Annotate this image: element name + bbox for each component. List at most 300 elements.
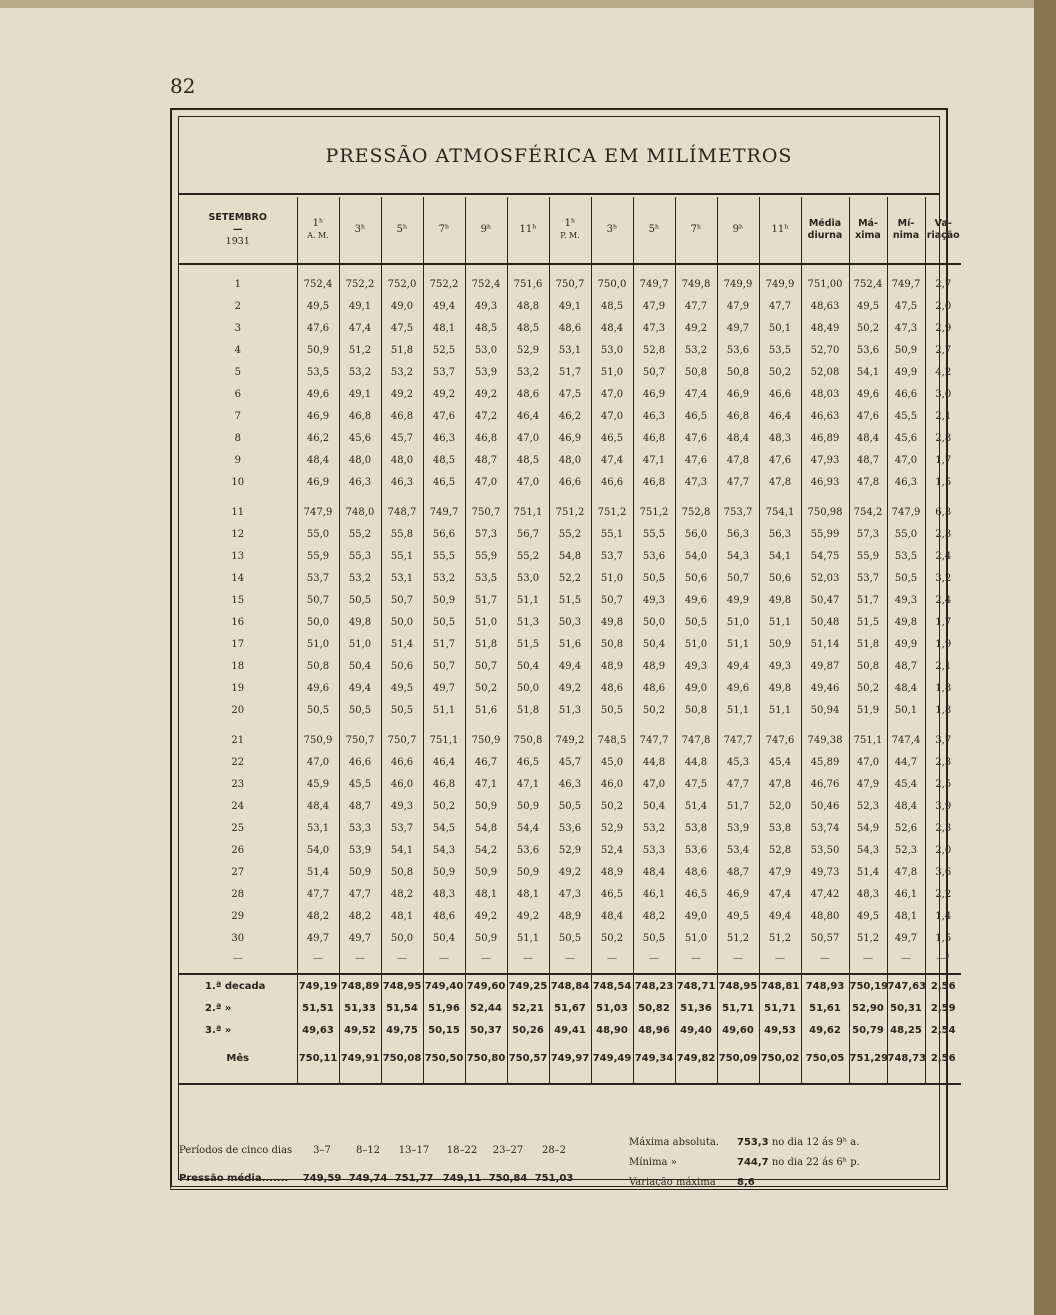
value-cell: 48,5 — [591, 295, 633, 317]
value-cell: 48,80 — [801, 905, 849, 927]
decade-value: 749,25 — [507, 974, 549, 997]
value-cell: 752,2 — [339, 273, 381, 295]
value-cell: 46,6 — [339, 751, 381, 773]
period-pressure: 749,59 — [302, 1173, 342, 1184]
value-cell: 49,8 — [759, 589, 801, 611]
spacer-cell — [759, 721, 801, 729]
min-absolute-text: no dia 22 ás 6ʰ p. — [771, 1157, 860, 1168]
table-row — [179, 501, 961, 523]
value-cell: 750,0 — [591, 273, 633, 295]
spacer-cell — [887, 493, 925, 501]
value-cell: 53,6 — [717, 339, 759, 361]
decade-value: 49,53 — [759, 1019, 801, 1041]
value-cell: 52,0 — [759, 795, 801, 817]
hour-header — [759, 197, 801, 264]
value-cell: 48,5 — [423, 449, 465, 471]
value-cell: 47,0 — [507, 471, 549, 493]
month-total-value: 749,49 — [591, 1041, 633, 1075]
value-cell: 51,0 — [717, 611, 759, 633]
month-total-value: 751,29 — [849, 1041, 887, 1075]
value-cell: 753,7 — [717, 501, 759, 523]
value-cell: 48,03 — [801, 383, 849, 405]
value-cell: 50,2 — [849, 317, 887, 339]
dash-cell: — — [801, 949, 849, 967]
day-cell: 22 — [179, 751, 297, 773]
value-cell: 54,8 — [549, 545, 591, 567]
spacer-cell — [801, 1075, 849, 1084]
dash-cell: — — [759, 949, 801, 967]
page-edge-top — [0, 0, 1056, 8]
month-total-value: 750,80 — [465, 1041, 507, 1075]
value-cell: 50,2 — [591, 795, 633, 817]
month-total-value: 749,82 — [675, 1041, 717, 1075]
decade-value: 51,61 — [801, 997, 849, 1019]
value-cell: 48,4 — [849, 427, 887, 449]
value-cell: 48,49 — [801, 317, 849, 339]
value-cell: 49,8 — [759, 677, 801, 699]
value-cell: 50,5 — [297, 699, 339, 721]
periods-label: Períodos de cinco dias — [179, 1145, 293, 1156]
value-cell: 51,2 — [759, 927, 801, 949]
spacer-cell — [507, 1075, 549, 1084]
value-cell: 50,7 — [717, 567, 759, 589]
value-cell: 47,0 — [887, 449, 925, 471]
value-cell: 47,3 — [549, 883, 591, 905]
value-cell: 49,2 — [675, 317, 717, 339]
table-row — [179, 905, 961, 927]
value-cell: 1,8 — [935, 704, 952, 716]
day-cell: 21 — [179, 729, 297, 751]
spacer-cell — [801, 967, 849, 974]
value-cell: 46,8 — [381, 405, 423, 427]
spacer-row — [179, 264, 961, 273]
decade-value: 50,37 — [465, 1019, 507, 1041]
value-cell: 49,9 — [887, 361, 925, 383]
table-row — [179, 611, 961, 633]
hour-header — [717, 197, 759, 264]
hour-header — [423, 197, 465, 264]
value-cell: 48,3 — [423, 883, 465, 905]
value-cell: 49,6 — [849, 383, 887, 405]
spacer-cell — [925, 264, 961, 273]
day-cell: 4 — [179, 339, 297, 361]
value-cell: 46,4 — [423, 751, 465, 773]
value-cell: 46,93 — [801, 471, 849, 493]
spacer-cell — [675, 721, 717, 729]
decade-value: 51,71 — [717, 997, 759, 1019]
day-cell: 20 — [179, 699, 297, 721]
value-cell: 49,9 — [717, 589, 759, 611]
hour-label: 9ʰ — [732, 224, 744, 235]
hour-header — [591, 197, 633, 264]
value-cell: 50,2 — [423, 795, 465, 817]
value-cell: 50,9 — [465, 861, 507, 883]
value-cell: 49,2 — [549, 677, 591, 699]
decade-value: 48,25 — [887, 1019, 925, 1041]
value-cell: 52,9 — [591, 817, 633, 839]
spacer-cell — [591, 721, 633, 729]
value-cell: 45,5 — [339, 773, 381, 795]
value-cell: 47,8 — [759, 471, 801, 493]
value-cell: 55,2 — [339, 523, 381, 545]
decade-label: 1.ª decada — [179, 974, 297, 997]
value-cell: 48,9 — [591, 655, 633, 677]
value-cell: 55,99 — [801, 523, 849, 545]
value-cell: 48,4 — [297, 449, 339, 471]
max-absolute-value-group — [737, 1133, 859, 1153]
table-row — [179, 427, 961, 449]
value-cell: 2,3 — [935, 822, 952, 834]
value-cell: 55,0 — [887, 523, 925, 545]
value-cell: 53,7 — [381, 817, 423, 839]
hour-header — [465, 197, 507, 264]
value-cell: 51,7 — [849, 589, 887, 611]
decade-value: 51,36 — [675, 997, 717, 1019]
value-cell: 51,3 — [507, 611, 549, 633]
value-cell: 53,5 — [465, 567, 507, 589]
value-cell: 46,9 — [717, 883, 759, 905]
decade-value: 749,60 — [465, 974, 507, 997]
spacer-cell — [717, 721, 759, 729]
day-cell: 5 — [179, 361, 297, 383]
value-cell: 49,3 — [759, 655, 801, 677]
value-cell: 47,9 — [759, 861, 801, 883]
value-cell: 46,5 — [591, 427, 633, 449]
value-cell: 6,3 — [935, 506, 952, 518]
value-cell: 50,8 — [591, 633, 633, 655]
value-cell: 51,4 — [381, 633, 423, 655]
value-cell: 54,3 — [423, 839, 465, 861]
spacer-cell — [849, 1075, 887, 1084]
value-cell: 47,5 — [381, 317, 423, 339]
spacer-cell — [381, 1075, 423, 1084]
spacer-cell — [465, 721, 507, 729]
value-cell: 46,6 — [759, 383, 801, 405]
table-row — [179, 751, 961, 773]
table-row — [179, 795, 961, 817]
value-cell: 50,5 — [633, 567, 675, 589]
value-cell: 747,9 — [887, 501, 925, 523]
spacer-cell — [633, 264, 675, 273]
value-cell: 47,0 — [297, 751, 339, 773]
decade-label: 3.ª » — [179, 1019, 297, 1041]
value-cell: 53,6 — [675, 839, 717, 861]
value-cell: 44,8 — [675, 751, 717, 773]
value-cell: 46,5 — [591, 883, 633, 905]
value-cell: 45,89 — [801, 751, 849, 773]
decade-value: 50,82 — [633, 997, 675, 1019]
value-cell: 48,1 — [381, 905, 423, 927]
value-cell: 51,1 — [759, 699, 801, 721]
value-cell: 47,4 — [591, 449, 633, 471]
table-row — [179, 927, 961, 949]
spacer-cell — [675, 493, 717, 501]
value-cell: 46,8 — [717, 405, 759, 427]
value-cell: 2,7 — [935, 344, 952, 356]
dash-cell: — — [591, 949, 633, 967]
value-cell: 49,4 — [717, 655, 759, 677]
value-cell: 46,3 — [887, 471, 925, 493]
value-cell: 53,2 — [633, 817, 675, 839]
value-cell: 51,7 — [423, 633, 465, 655]
value-cell: 53,2 — [381, 361, 423, 383]
value-cell: 48,7 — [465, 449, 507, 471]
day-cell: 10 — [179, 471, 297, 493]
value-cell: 46,89 — [801, 427, 849, 449]
value-cell: 49,0 — [381, 295, 423, 317]
spacer-cell — [759, 264, 801, 273]
value-cell: 53,8 — [675, 817, 717, 839]
dash-cell: — — [887, 949, 925, 967]
value-cell: 54,8 — [465, 817, 507, 839]
value-cell: 46,8 — [633, 427, 675, 449]
value-cell: 754,2 — [849, 501, 887, 523]
value-cell: 48,5 — [507, 317, 549, 339]
value-cell: 45,4 — [759, 751, 801, 773]
value-cell: 47,9 — [633, 295, 675, 317]
value-cell: 750,7 — [339, 729, 381, 751]
value-cell: 52,70 — [801, 339, 849, 361]
value-cell: 50,9 — [297, 339, 339, 361]
value-cell: 47,7 — [339, 883, 381, 905]
table-row — [179, 817, 961, 839]
value-cell: 49,6 — [297, 383, 339, 405]
value-cell: 751,1 — [507, 501, 549, 523]
maxima-label-2: xima — [855, 230, 881, 241]
decade-value: 52,90 — [849, 997, 887, 1019]
value-cell: 45,9 — [297, 773, 339, 795]
period-pressure: 751,03 — [534, 1173, 574, 1184]
value-cell: 2,1 — [935, 410, 952, 422]
value-cell: 53,5 — [759, 339, 801, 361]
spacer-cell — [675, 967, 717, 974]
value-cell: 751,6 — [507, 273, 549, 295]
value-cell: 54,9 — [849, 817, 887, 839]
value-cell: 751,00 — [801, 273, 849, 295]
decade-value: 49,40 — [675, 1019, 717, 1041]
spacer-cell — [887, 1075, 925, 1084]
value-cell: 3,6 — [935, 866, 952, 878]
value-cell: 47,6 — [675, 449, 717, 471]
value-cell: 46,9 — [549, 427, 591, 449]
value-cell: 48,6 — [633, 677, 675, 699]
dash-cell: — — [297, 949, 339, 967]
value-cell: 49,8 — [887, 611, 925, 633]
value-cell: 51,1 — [717, 699, 759, 721]
value-cell: 47,8 — [717, 449, 759, 471]
value-cell: 50,5 — [339, 699, 381, 721]
table-row — [179, 567, 961, 589]
value-cell: 752,2 — [423, 273, 465, 295]
value-cell: 48,2 — [297, 905, 339, 927]
decade-value: 748,54 — [591, 974, 633, 997]
decade-value: 51,96 — [423, 997, 465, 1019]
end-separator-row — [179, 1075, 961, 1084]
value-cell: 50,2 — [849, 677, 887, 699]
value-cell: 47,4 — [339, 317, 381, 339]
value-cell: 55,5 — [423, 545, 465, 567]
value-cell: 46,6 — [381, 751, 423, 773]
month-total-label: Mês — [179, 1041, 297, 1075]
day-cell: 16 — [179, 611, 297, 633]
spacer-cell — [925, 721, 961, 729]
value-cell: 50,8 — [381, 861, 423, 883]
value-cell: 50,7 — [297, 589, 339, 611]
month-total-value: 748,73 — [887, 1041, 925, 1075]
value-cell: 57,3 — [465, 523, 507, 545]
value-cell: 49,8 — [591, 611, 633, 633]
decade-value: 749,19 — [297, 974, 339, 997]
media-header — [801, 197, 849, 264]
hour-header — [675, 197, 717, 264]
decade-value: 51,71 — [759, 997, 801, 1019]
decade-value: 49,52 — [339, 1019, 381, 1041]
spacer-cell — [759, 967, 801, 974]
table-row — [179, 317, 961, 339]
value-cell: 49,6 — [297, 677, 339, 699]
value-cell: 53,2 — [423, 567, 465, 589]
period-range: 13–17 — [398, 1145, 430, 1156]
value-cell: 50,6 — [675, 567, 717, 589]
value-cell: 2,0 — [935, 844, 952, 856]
spacer-cell — [549, 1075, 591, 1084]
value-cell: 50,1 — [759, 317, 801, 339]
value-cell: 47,0 — [507, 427, 549, 449]
value-cell: 51,5 — [549, 589, 591, 611]
value-cell: 54,75 — [801, 545, 849, 567]
value-cell: 53,4 — [717, 839, 759, 861]
value-cell: 57,3 — [849, 523, 887, 545]
value-cell: 48,7 — [849, 449, 887, 471]
value-cell: 747,8 — [675, 729, 717, 751]
spacer-cell — [717, 967, 759, 974]
value-cell: 54,0 — [297, 839, 339, 861]
value-cell: 51,0 — [339, 633, 381, 655]
table-row — [179, 699, 961, 721]
value-cell: 47,4 — [759, 883, 801, 905]
decade-value: 50,31 — [887, 997, 925, 1019]
day-cell: 11 — [179, 501, 297, 523]
hour-label: 3ʰ — [354, 224, 366, 235]
value-cell: 56,3 — [759, 523, 801, 545]
month-total-value: 750,57 — [507, 1041, 549, 1075]
day-cell: 13 — [179, 545, 297, 567]
spacer-cell — [849, 264, 887, 273]
spacer-cell — [297, 721, 339, 729]
spacer-cell — [465, 493, 507, 501]
value-cell: 50,0 — [507, 677, 549, 699]
value-cell: 50,7 — [591, 589, 633, 611]
value-cell: 53,50 — [801, 839, 849, 861]
value-cell: 47,9 — [849, 773, 887, 795]
table-row — [179, 523, 961, 545]
value-cell: 47,93 — [801, 449, 849, 471]
value-cell: 55,0 — [297, 523, 339, 545]
spacer-cell — [591, 264, 633, 273]
dash-cell: — — [381, 949, 423, 967]
value-cell: 48,4 — [717, 427, 759, 449]
value-cell: 49,5 — [381, 677, 423, 699]
value-cell: 49,73 — [801, 861, 849, 883]
value-cell: 48,7 — [887, 655, 925, 677]
value-cell: 50,5 — [633, 927, 675, 949]
spacer-cell — [381, 264, 423, 273]
spacer-cell — [633, 967, 675, 974]
value-cell: 46,76 — [801, 773, 849, 795]
value-cell: 50,9 — [339, 861, 381, 883]
dash-cell: — — [507, 949, 549, 967]
dash-cell: — — [423, 949, 465, 967]
value-cell: 751,2 — [633, 501, 675, 523]
value-cell: 53,7 — [423, 361, 465, 383]
hour-label: 3ʰ — [606, 224, 618, 235]
value-cell: 749,9 — [759, 273, 801, 295]
value-cell: 747,9 — [297, 501, 339, 523]
value-cell: 47,0 — [465, 471, 507, 493]
max-absolute-text: no dia 12 ás 9ʰ a. — [771, 1137, 860, 1148]
spacer-row — [179, 721, 961, 729]
value-cell: 51,8 — [381, 339, 423, 361]
value-cell: 54,2 — [465, 839, 507, 861]
value-cell: 46,5 — [423, 471, 465, 493]
spacer-row — [179, 493, 961, 501]
value-cell: 2,1 — [935, 660, 952, 672]
value-cell: 52,9 — [507, 339, 549, 361]
value-cell: 55,1 — [381, 545, 423, 567]
value-cell: 46,1 — [887, 883, 925, 905]
spacer-cell — [465, 264, 507, 273]
spacer-cell — [549, 264, 591, 273]
value-cell: 50,2 — [633, 699, 675, 721]
value-cell: 50,4 — [423, 927, 465, 949]
value-cell: 51,0 — [465, 611, 507, 633]
value-cell: 2,8 — [935, 432, 952, 444]
decade-value: 748,93 — [801, 974, 849, 997]
value-cell: 47,5 — [887, 295, 925, 317]
value-cell: 47,1 — [465, 773, 507, 795]
value-cell: 48,2 — [339, 905, 381, 927]
value-cell: 52,03 — [801, 567, 849, 589]
spacer-cell — [381, 721, 423, 729]
spacer-cell — [465, 1075, 507, 1084]
period-range: 8–12 — [355, 1145, 381, 1156]
value-cell: 50,57 — [801, 927, 849, 949]
value-cell: 50,4 — [339, 655, 381, 677]
period-range: 23–27 — [492, 1145, 524, 1156]
value-cell: 49,1 — [549, 295, 591, 317]
day-cell: 25 — [179, 817, 297, 839]
value-cell: 50,4 — [633, 795, 675, 817]
value-cell: 55,8 — [381, 523, 423, 545]
value-cell: 53,6 — [549, 817, 591, 839]
value-cell: 49,3 — [887, 589, 925, 611]
value-cell: 53,1 — [297, 817, 339, 839]
value-cell: 46,7 — [465, 751, 507, 773]
value-cell: 46,2 — [297, 427, 339, 449]
value-cell: 48,6 — [423, 905, 465, 927]
spacer-cell — [633, 493, 675, 501]
value-cell: 48,3 — [849, 883, 887, 905]
month-total-value: 750,08 — [381, 1041, 423, 1075]
hour-header — [381, 197, 423, 264]
decade-value: 748,81 — [759, 974, 801, 997]
table-row — [179, 361, 961, 383]
value-cell: 749,7 — [633, 273, 675, 295]
value-cell: 48,1 — [423, 317, 465, 339]
value-cell: 51,0 — [591, 361, 633, 383]
value-cell: 52,6 — [887, 817, 925, 839]
value-cell: 50,3 — [549, 611, 591, 633]
